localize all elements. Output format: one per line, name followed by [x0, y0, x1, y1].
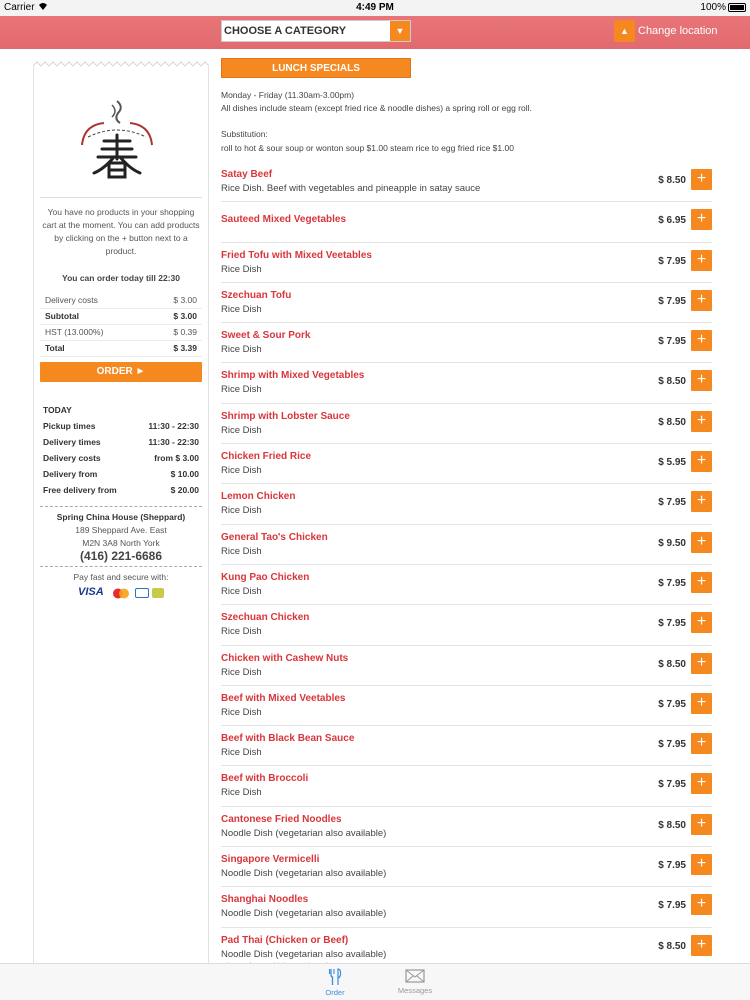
menu-item: [221, 162, 712, 202]
times-value: $ 20.00: [170, 485, 199, 495]
cost-row-total: [40, 341, 202, 357]
menu-item-price: $ 7.95: [658, 255, 686, 267]
category-select[interactable]: [221, 20, 411, 42]
cost-label: HST (13.000%): [45, 327, 104, 337]
cost-value: $ 3.39: [173, 343, 197, 353]
cost-label: Delivery costs: [45, 295, 98, 305]
category-hours: Monday - Friday (11.30am-3.00pm): [221, 90, 355, 100]
menu-item-description: Rice Dish: [221, 344, 262, 356]
menu-item-description: Rice Dish: [221, 384, 262, 396]
add-to-cart-button[interactable]: +: [691, 451, 712, 472]
chevron-down-icon[interactable]: ▼: [390, 21, 410, 41]
menu-item-price: $ 6.95: [658, 215, 686, 227]
menu-item-description: Rice Dish: [221, 585, 262, 597]
add-to-cart-button[interactable]: +: [691, 854, 712, 875]
menu-item-description: Rice Dish: [221, 787, 262, 799]
menu-item-description: Noodle Dish (vegetarian also available): [221, 868, 387, 880]
category-select-value: CHOOSE A CATEGORY: [224, 25, 347, 37]
debit-card-icon: [135, 588, 149, 598]
menu-item: [221, 404, 712, 444]
add-to-cart-button[interactable]: +: [691, 612, 712, 633]
menu-item-description: Rice Dish: [221, 263, 262, 275]
menu-item-name: Chicken with Cashew Nuts: [221, 652, 349, 664]
menu-item-name: Szechuan Tofu: [221, 289, 292, 301]
menu-item: [221, 363, 712, 403]
menu-item-price: $ 7.95: [658, 739, 686, 751]
envelope-icon: [405, 968, 425, 984]
times-label: Delivery costs: [43, 453, 101, 463]
add-to-cart-button[interactable]: +: [691, 290, 712, 311]
chevron-up-icon: ▲: [620, 26, 629, 36]
menu-list: [221, 162, 712, 968]
add-to-cart-button[interactable]: +: [691, 532, 712, 553]
add-to-cart-button[interactable]: +: [691, 894, 712, 915]
menu-item-name: Kung Pao Chicken: [221, 571, 310, 583]
times-row: [43, 482, 199, 498]
tab-order-label: Order: [325, 988, 345, 997]
menu-item-description: Rice Dish: [221, 424, 262, 436]
menu-item-name: General Tao's Chicken: [221, 531, 328, 543]
clock: 4:49 PM: [356, 2, 394, 13]
cash-icon: [152, 588, 164, 598]
menu-item: [221, 605, 712, 645]
add-to-cart-button[interactable]: +: [691, 370, 712, 391]
cost-value: $ 3.00: [173, 295, 197, 305]
menu-item-name: Sauteed Mixed Vegetables: [221, 214, 347, 226]
add-to-cart-button[interactable]: +: [691, 773, 712, 794]
change-location-button[interactable]: [614, 20, 635, 42]
category-tab-lunch-specials[interactable]: LUNCH SPECIALS: [221, 58, 411, 78]
restaurant-logo: [74, 97, 160, 183]
menu-item-name: Pad Thai (Chicken or Beef): [221, 934, 349, 946]
menu-item: [221, 243, 712, 283]
menu-item-price: $ 7.95: [658, 295, 686, 307]
menu-item-description: Rice Dish: [221, 626, 262, 638]
store-address-line2: M2N 3A8 North York: [82, 538, 160, 548]
menu-item: [221, 887, 712, 927]
menu-item-name: Lemon Chicken: [221, 491, 296, 503]
menu-item-price: $ 7.95: [658, 577, 686, 589]
menu-item: [221, 726, 712, 766]
sidebar-divider: [40, 566, 202, 567]
add-to-cart-button[interactable]: +: [691, 250, 712, 271]
cost-row-tax: [40, 325, 202, 341]
times-value: $ 10.00: [170, 469, 199, 479]
status-bar: [0, 0, 750, 16]
menu-item-price: $ 8.50: [658, 416, 686, 428]
add-to-cart-button[interactable]: +: [691, 411, 712, 432]
menu-item-name: Shanghai Noodles: [221, 894, 309, 906]
times-label: Free delivery from: [43, 485, 117, 495]
menu-item-description: Rice Dish: [221, 747, 262, 759]
cart-empty-message: You have no products in your shopping cart at the moment. You can add products by clicking on the + button next to a product.: [42, 207, 200, 256]
store-address-line1: 189 Sheppard Ave. East: [75, 525, 167, 535]
menu-item-price: $ 7.95: [658, 900, 686, 912]
menu-item-name: Beef with Mixed Veetables: [221, 692, 346, 704]
menu-item-name: Cantonese Fried Noodles: [221, 813, 342, 825]
add-to-cart-button[interactable]: +: [691, 491, 712, 512]
menu-item-price: $ 8.50: [658, 819, 686, 831]
menu-item-price: $ 5.95: [658, 457, 686, 469]
menu-item-name: Singapore Vermicelli: [221, 854, 320, 866]
menu-item-description: Rice Dish: [221, 303, 262, 315]
battery-icon: [728, 3, 746, 12]
visa-icon: VISA: [78, 586, 104, 598]
add-to-cart-button[interactable]: +: [691, 693, 712, 714]
menu-item-description: Rice Dish: [221, 706, 262, 718]
menu-item: [221, 686, 712, 726]
battery-percent: 100%: [700, 2, 726, 13]
substitution-text: roll to hot & sour soup or wonton soup $1.00 steam rice to egg fried rice $1.00: [221, 143, 514, 153]
menu-item-price: $ 8.50: [658, 940, 686, 952]
menu-item-price: $ 8.50: [658, 175, 686, 186]
menu-item: [221, 525, 712, 565]
menu-item-price: $ 7.95: [658, 779, 686, 791]
menu-item: [221, 202, 712, 242]
menu-item-price: $ 7.95: [658, 497, 686, 509]
top-header: [0, 16, 750, 49]
menu-item-name: Satay Beef: [221, 169, 273, 180]
today-heading: TODAY: [43, 405, 72, 415]
menu-item-price: $ 7.95: [658, 336, 686, 348]
menu-item-name: Sweet & Sour Pork: [221, 330, 311, 342]
menu-item-description: Rice Dish. Beef with vegetables and pineapple in satay sauce: [221, 183, 481, 194]
times-row: [43, 450, 199, 466]
bottom-tab-bar: [0, 963, 750, 1000]
menu-item-name: Szechuan Chicken: [221, 612, 310, 624]
sidebar-divider: [40, 506, 202, 507]
payment-methods: [78, 586, 168, 600]
menu-item: [221, 323, 712, 363]
times-label: Pickup times: [43, 421, 96, 431]
menu-item-name: Shrimp with Mixed Vegetables: [221, 370, 365, 382]
times-row: [43, 434, 199, 450]
menu-item-name: Chicken Fried Rice: [221, 451, 312, 463]
menu-item: [221, 847, 712, 887]
menu-item: [221, 646, 712, 686]
menu-item: [221, 766, 712, 806]
carrier-label: Carrier: [4, 2, 35, 13]
cost-row-subtotal: [40, 309, 202, 325]
menu-item: [221, 807, 712, 847]
menu-item: [221, 565, 712, 605]
order-button[interactable]: ORDER ►: [40, 362, 202, 382]
menu-item-price: $ 8.50: [658, 376, 686, 388]
menu-item: [221, 928, 712, 968]
change-location-link[interactable]: Change location: [638, 25, 718, 37]
times-row: [43, 418, 199, 434]
menu-item-description: Noodle Dish (vegetarian also available): [221, 908, 387, 920]
category-includes: All dishes include steam (except fried rice & noodle dishes) a spring roll or egg roll.: [221, 103, 532, 113]
cost-value: $ 0.39: [173, 327, 197, 337]
times-label: Delivery from: [43, 469, 98, 479]
menu-item-price: $ 7.95: [658, 618, 686, 630]
tab-messages[interactable]: [385, 968, 445, 995]
cost-label: Total: [45, 343, 65, 353]
menu-item-price: $ 7.95: [658, 698, 686, 710]
menu-item-description: Rice Dish: [221, 505, 262, 517]
cost-label: Subtotal: [45, 311, 79, 321]
times-row: [43, 466, 199, 482]
times-value: 11:30 - 22:30: [148, 421, 199, 431]
cost-summary: [40, 293, 202, 357]
sidebar-divider: [40, 197, 202, 198]
menu-item-description: Rice Dish: [221, 545, 262, 557]
menu-item-name: Beef with Broccoli: [221, 773, 309, 785]
menu-item-description: Noodle Dish (vegetarian also available): [221, 948, 387, 960]
store-phone[interactable]: (416) 221-6686: [79, 549, 163, 563]
add-to-cart-button[interactable]: +: [691, 209, 712, 230]
times-value: 11:30 - 22:30: [148, 437, 199, 447]
add-to-cart-button[interactable]: +: [691, 330, 712, 351]
menu-item-description: Noodle Dish (vegetarian also available): [221, 827, 387, 839]
tab-order[interactable]: [305, 968, 365, 997]
add-to-cart-button[interactable]: +: [691, 935, 712, 956]
add-to-cart-button[interactable]: +: [691, 572, 712, 593]
menu-item: [221, 444, 712, 484]
add-to-cart-button[interactable]: +: [691, 653, 712, 674]
menu-item-description: Rice Dish: [221, 465, 262, 477]
order-deadline: You can order today till 22:30: [62, 273, 180, 283]
payment-label: Pay fast and secure with:: [73, 572, 169, 582]
cutlery-icon: [328, 968, 342, 986]
tab-messages-label: Messages: [397, 986, 433, 995]
menu-item-name: Shrimp with Lobster Sauce: [221, 410, 350, 422]
cost-row-delivery: [40, 293, 202, 309]
mastercard-icon: [111, 588, 131, 599]
add-to-cart-button[interactable]: +: [691, 169, 712, 190]
menu-item-price: $ 8.50: [658, 658, 686, 670]
menu-item-price: $ 9.50: [658, 537, 686, 549]
menu-item-name: Fried Tofu with Mixed Veetables: [221, 249, 372, 261]
store-name: Spring China House (Sheppard): [56, 512, 186, 522]
add-to-cart-button[interactable]: +: [691, 733, 712, 754]
cost-value: $ 3.00: [173, 311, 197, 321]
times-value: from $ 3.00: [154, 453, 199, 463]
menu-item-description: Rice Dish: [221, 666, 262, 678]
menu-item-name: Beef with Black Bean Sauce: [221, 733, 355, 745]
times-label: Delivery times: [43, 437, 101, 447]
menu-item: [221, 484, 712, 524]
menu-item-price: $ 7.95: [658, 860, 686, 872]
substitution-label: Substitution:: [221, 129, 268, 139]
menu-item: [221, 283, 712, 323]
store-hours: [43, 418, 199, 498]
add-to-cart-button[interactable]: +: [691, 814, 712, 835]
